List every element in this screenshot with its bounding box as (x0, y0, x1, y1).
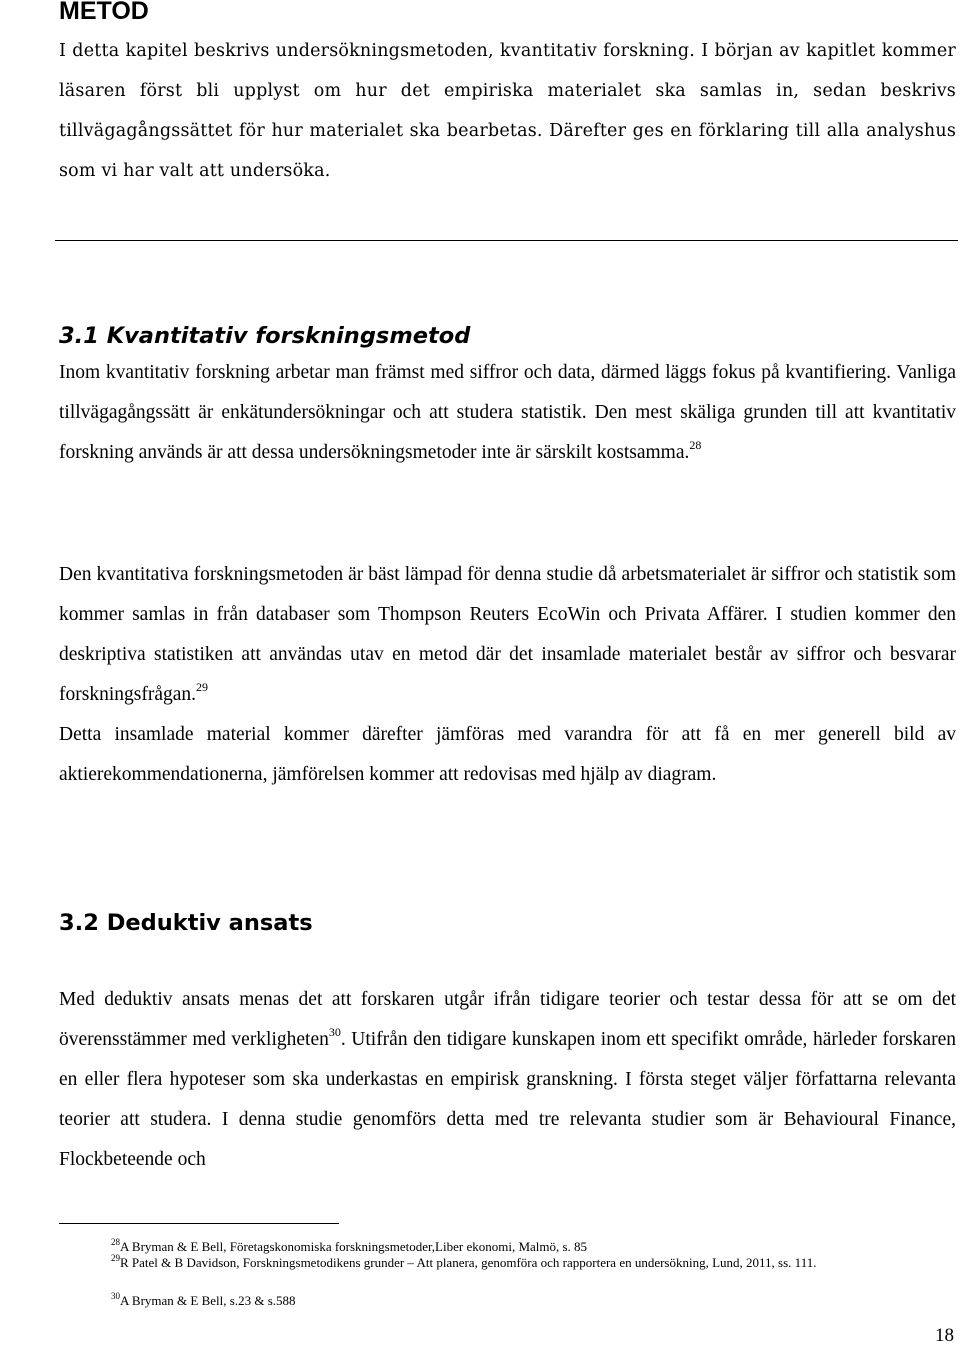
footnote-number: 30 (111, 1291, 120, 1301)
footnote-ref[interactable]: 30 (328, 1025, 341, 1039)
paragraph-text: Med deduktiv ansats menas det att forskaren utgår ifrån tidigare teorier och testar dessa för att se om det överensstämmer med verkligheten (59, 989, 956, 1050)
footnote-text: A Bryman & E Bell, s.23 & s.588 (120, 1293, 296, 1308)
footnote (111, 1239, 956, 1255)
footnote (111, 1293, 956, 1309)
footnote-separator (59, 1223, 339, 1224)
section-divider (55, 240, 958, 241)
footnote-text: R Patel & B Davidson, Forskningsmetodikens grunder – Att planera, genomföra och rapportera en undersökning, Lund, 2011, ss. 111. (120, 1255, 817, 1270)
chapter-title: METOD (59, 0, 149, 25)
page-number: 18 (935, 1325, 954, 1346)
footnote (111, 1255, 956, 1271)
footnote-number: 29 (111, 1253, 120, 1263)
section-3-1-paragraph-1 (59, 353, 956, 473)
section-heading-3-1: 3.1 Kvantitativ forskningsmetod (59, 323, 471, 349)
paragraph-text: Den kvantitativa forskningsmetoden är bäst lämpad för denna studie då arbetsmaterialet är siffror och statistik som kommer samlas in från databaser som Thompson Reuters EcoWin och Privata Affärer. I studien kommer den deskriptiva statistiken att användas utav en metod där det insamlade materialet består av siffror och besvarar forskningsfrågan. (59, 564, 956, 705)
paragraph-text: . Utifrån den tidigare kunskapen inom ett specifikt område, härleder forskaren en eller flera hypoteser som ska underkastas en empirisk granskning. I första steget väljer författarna relevanta teorier att studera. I denna studie genomförs detta med tre relevanta studier som är Behavioural Finance, Flockbeteende och (59, 1029, 956, 1170)
section-3-1-paragraph-3: Detta insamlade material kommer därefter jämföras med varandra för att få en mer generell bild av aktierekommendationerna, jämförelsen kommer att redovisas med hjälp av diagram. (59, 724, 956, 785)
paragraph-text: Inom kvantitativ forskning arbetar man främst med siffror och data, därmed läggs fokus på kvantifiering. Vanliga tillvägagångssätt är enkätundersökningar och att studera statistik. Den mest skäliga grunden till att kvantitativ forskning används är att dessa undersökningsmetoder inte är särskilt kostsamma. (59, 362, 956, 463)
chapter-intro: I detta kapitel beskrivs undersökningsmetoden, kvantitativ forskning. I början av kapitlet kommer läsaren först bli upplyst om hur det empiriska materialet ska samlas in, sedan beskrivs tillvägagångssättet för hur materialet ska bearbetas. Därefter ges en förklaring till alla analyshus som vi har valt att undersöka. (59, 41, 956, 181)
footnote-ref[interactable]: 28 (689, 438, 702, 452)
section-3-1-paragraph-2 (59, 555, 956, 715)
section-heading-3-2: 3.2 Deduktiv ansats (59, 910, 313, 936)
footnote-number: 28 (111, 1237, 120, 1247)
footnote-text: A Bryman & E Bell, Företagskonomiska forskningsmetoder,Liber ekonomi, Malmö, s. 85 (120, 1239, 588, 1254)
section-3-2-paragraph (59, 980, 956, 1180)
footnote-ref[interactable]: 29 (196, 680, 209, 694)
